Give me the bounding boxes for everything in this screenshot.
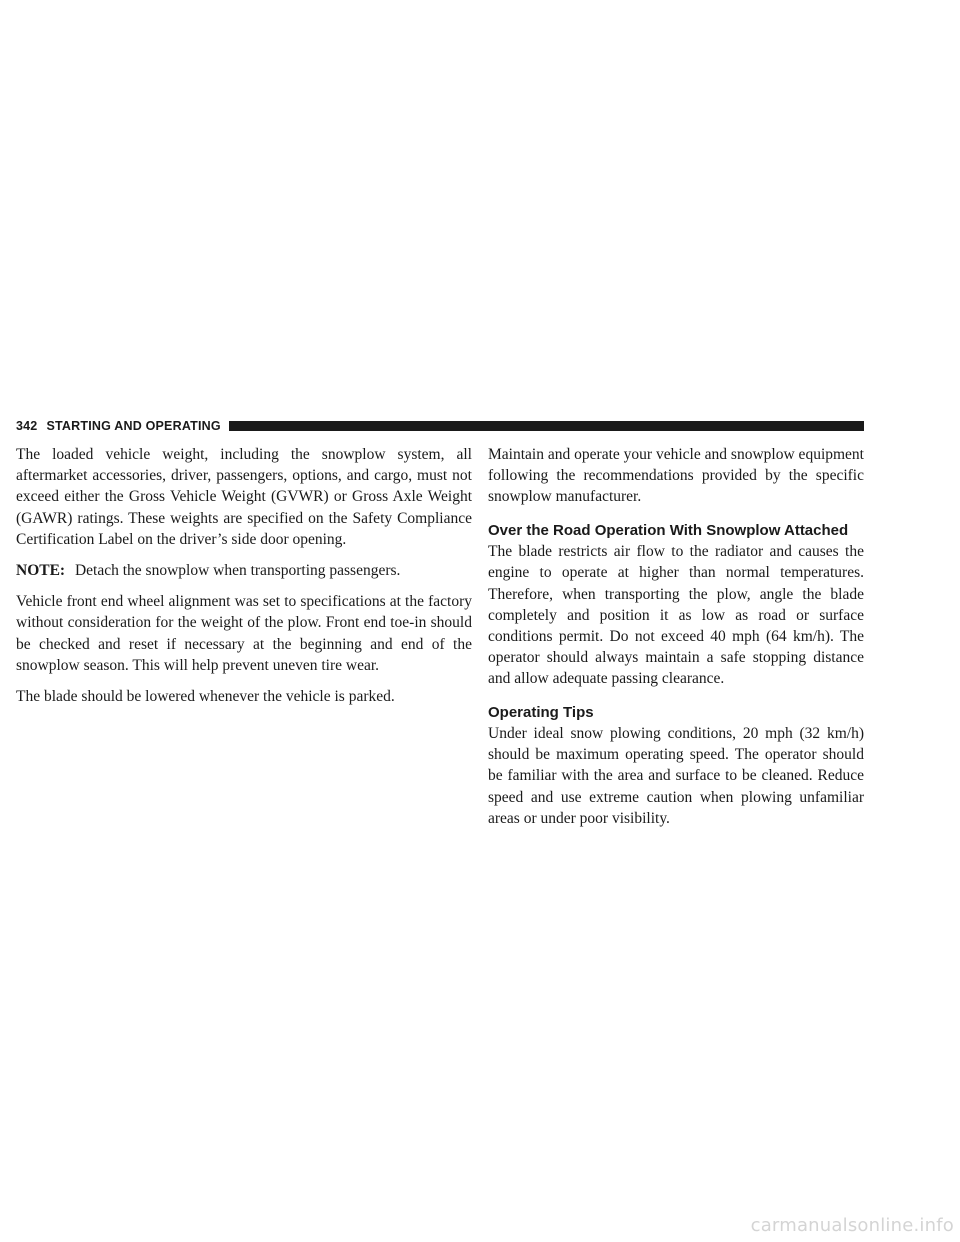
right-column — [488, 444, 864, 839]
note-label: NOTE: — [16, 562, 66, 580]
page-header — [16, 417, 864, 435]
page-number: 342 — [16, 419, 38, 433]
paragraph-operating-tips: Under ideal snow plowing conditions, 20 mph (32 km/h) should be maximum operating speed. The operator should be familiar with the area and surface to be cleaned. Reduce speed and use extreme caution when plowing unfamiliar areas or under poor visibility. — [488, 725, 864, 827]
section-title: STARTING AND OPERATING — [46, 419, 221, 433]
note-paragraph — [16, 560, 472, 581]
watermark: carmanualsonline.info — [750, 1215, 954, 1236]
note-text: Detach the snowplow when transporting passengers. — [74, 562, 401, 580]
header-rule — [229, 421, 864, 431]
paragraph-wheel-alignment: Vehicle front end wheel alignment was set to specifications at the factory without consideration for the weight of the plow. Front end toe-in should be checked and reset if necessary at the beginning and end of the snowplow season. This will help prevent uneven tire wear. — [16, 593, 472, 674]
paragraph-maintain: Maintain and operate your vehicle and snowplow equipment following the recommendations provided by the specific snowplow manufacturer. — [488, 446, 864, 506]
heading-operating-tips: Operating Tips — [488, 703, 594, 721]
paragraph-blade-lowered: The blade should be lowered whenever the vehicle is parked. — [16, 688, 395, 706]
paragraph-loaded-weight: The loaded vehicle weight, including the snowplow system, all aftermarket accessories, driver, passengers, options, and cargo, must not exceed either the Gross Vehicle Weight (GVWR) or Gross Axle Weight (GAWR) ratings. These weights are specified on the Safety Compliance Certification Label on the driver’s side door opening. — [16, 446, 472, 548]
paragraph-road-operation: The blade restricts air flow to the radiator and causes the engine to operate at higher than normal temperatures. Therefore, when transporting the plow, angle the blade completely and position it as low as road or surface conditions permit. Do not exceed 40 mph (64 km/h). The operator should always maintain a safe stopping distance and allow adequate passing clearance. — [488, 543, 864, 688]
heading-road-operation: Over the Road Operation With Snowplow Attached — [488, 521, 849, 539]
left-column — [16, 444, 472, 717]
